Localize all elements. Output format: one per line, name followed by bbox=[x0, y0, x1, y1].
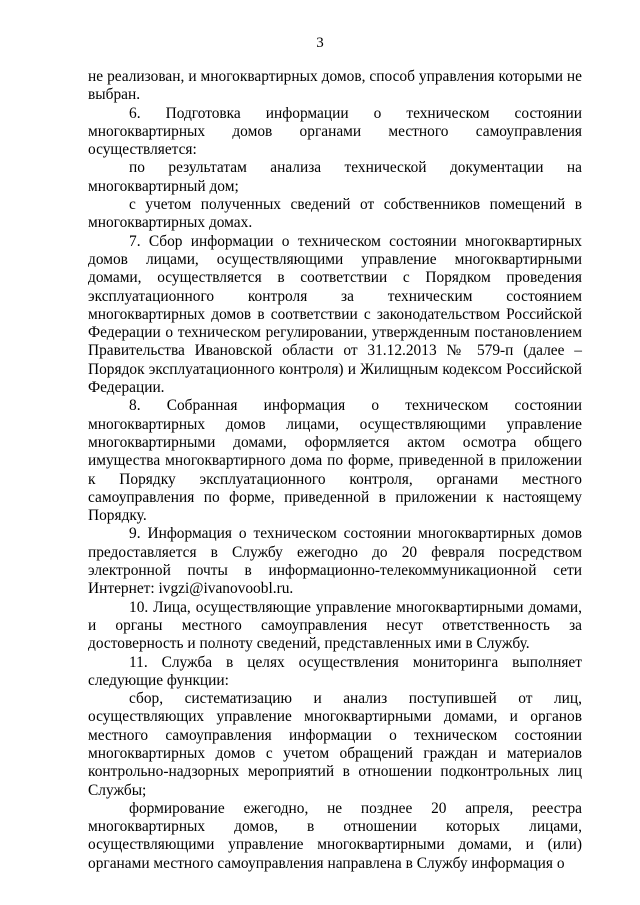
document-body bbox=[88, 68, 582, 873]
paragraph-11: 11. Служба в целях осуществления мониторинга выполняет следующие функции: bbox=[88, 653, 582, 689]
paragraph-6-item-1: по результатам анализа технической документации на многоквартирный дом; bbox=[88, 159, 582, 195]
paragraph-6: 6. Подготовка информации о техническом состоянии многоквартирных домов органами местного самоуправления осуществляется: bbox=[88, 104, 582, 159]
paragraph-continuation: не реализован, и многоквартирных домов, способ управления которыми не выбран. bbox=[88, 68, 582, 104]
paragraph-11-item-2: формирование ежегодно, не позднее 20 апреля, реестра многоквартирных домов, в отношении которых лицами, осуществляющими управление многоквартирными домами, и (или) органами местного самоуправления направлена в Службу информация о bbox=[88, 799, 582, 872]
paragraph-8: 8. Собранная информация о техническом состоянии многоквартирных домов лицами, осуществляющими управление многоквартирными домами, оформляется актом осмотра общего имущества многоквартирного дома по форме, приведенной в приложении к Порядку эксплуатационного контроля, органами местного самоуправления по форме, приведенной в приложении к настоящему Порядку. bbox=[88, 397, 582, 525]
page-number: 3 bbox=[316, 35, 324, 51]
paragraph-6-item-2: с учетом полученных сведений от собственников помещений в многоквартирных домах. bbox=[88, 196, 582, 232]
paragraph-7: 7. Сбор информации о техническом состоянии многоквартирных домов лицами, осуществляющими управление многоквартирными домами, осуществляется в соответствии с Порядком проведения эксплуатационного контроля за техническим состоянием многоквартирных домов в соответствии с законодательством Российской Федерации о техническом регулировании, утвержденным постановлением Правительства Ивановской области от 31.12.2013 № 579-п (далее – Порядок эксплуатационного контроля) и Жилищным кодексом Российской Федерации. bbox=[88, 232, 582, 397]
paragraph-9: 9. Информация о техническом состоянии многоквартирных домов предоставляется в Службу ежегодно до 20 февраля посредством электронной почты в информационно-телекоммуникационной сети Интернет: ivgzi@ivanovoobl.ru. bbox=[88, 525, 582, 598]
paragraph-11-item-1: сбор, систематизацию и анализ поступившей от лиц, осуществляющих управление многоквартирными домами, и органов местного самоуправления информации о техническом состоянии многоквартирных домов с учетом обращений граждан и материалов контрольно-надзорных мероприятий в отношении подконтрольных лиц Службы; bbox=[88, 690, 582, 799]
paragraph-10: 10. Лица, осуществляющие управление многоквартирными домами, и органы местного самоуправления несут ответственность за достоверность и полноту сведений, представленных ими в Службу. bbox=[88, 598, 582, 653]
